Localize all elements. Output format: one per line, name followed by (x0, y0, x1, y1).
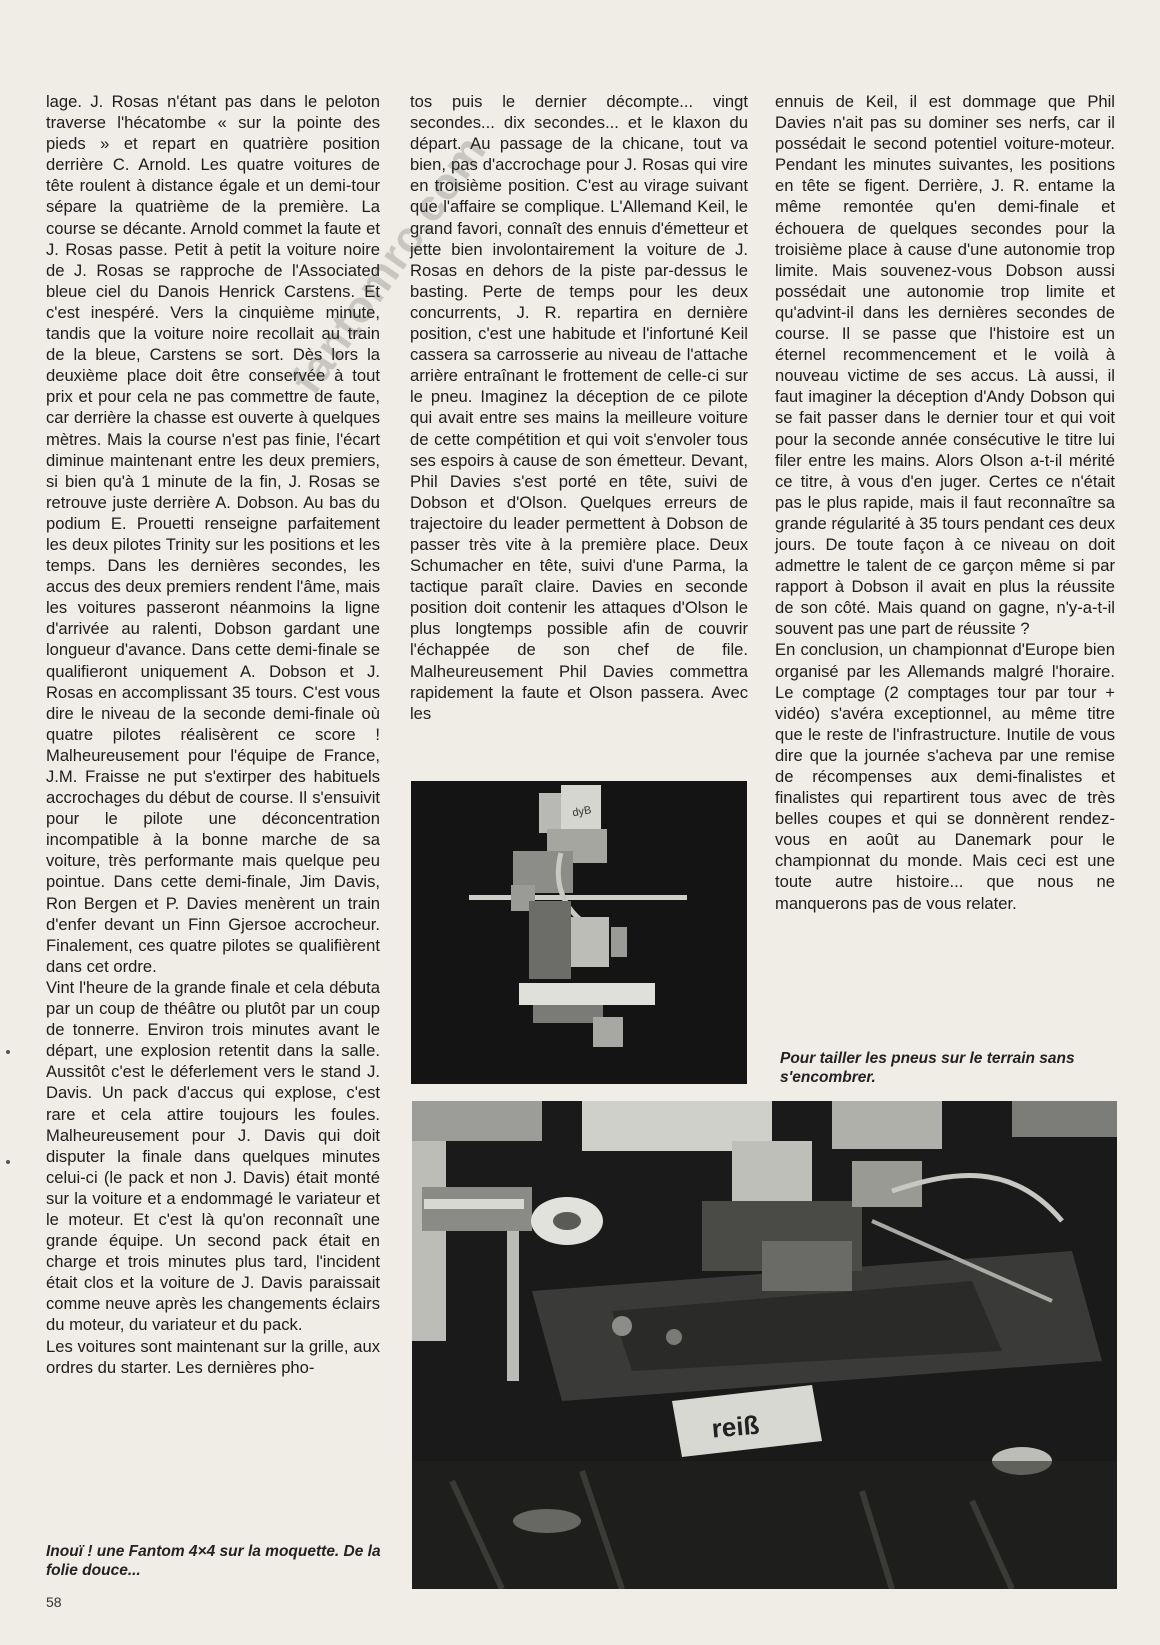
servo-label: dyB (571, 804, 593, 820)
paragraph: Les voitures sont maintenant sur la grille, aux ordres du starter. Les dernières pho- (46, 1336, 380, 1377)
paragraph: Vint l'heure de la grande finale et cela débuta par un coup de théâtre ou plutôt par un coup de tonnerre. Environ trois minutes avant le départ, une explosion retentit dans la salle. Aussitôt c'est le déferlement vers le stand J. Davis. Un pack d'accus qui explose, c'est rare et cela attire toujours les foules. Malheureusement pour J. Davis qui doit disputer la finale dans quelques minutes celui-ci (le pack et non J. Davis) était monté sur la voiture et a endommagé le variateur et le moteur. Et c'est là qu'on reconnaît une grande équipe. Un second pack était en charge et trois minutes plus tard, l'incident était clos et la voiture de J. Davis paraissait comme neuve après les changements éclairs du moteur, du variateur et du pack. (46, 977, 380, 1335)
text-column-3 (775, 91, 1115, 914)
fantom-car-illustration (412, 1101, 1117, 1589)
watermark: fantomrc.com (282, 126, 497, 403)
print-speck (6, 1050, 10, 1054)
page-number: 58 (46, 1594, 62, 1610)
paragraph: tos puis le dernier décompte... vingt secondes... dix secondes... et le klaxon du départ. Au passage de la chicane, tout va bien, pas d'accrochage pour J. Rosas qui vire en troisième position. C'est au virage suivant que l'affaire se complique. L'Allemand Keil, le grand favori, connaît des ennuis d'émetteur et jette bien involontairement la voiture de J. Rosas en dehors de la piste par-dessus le basting. Perte de temps pour les deux concurrents, J. R. repartira en dernière position, c'est une habitude et l'infortuné Keil cassera sa carrosserie au niveau de l'attache arrière entraînant le frottement de celle-ci sur le pneu. Imaginez la déception de ce pilote qui avait entre ses mains la meilleure voiture de cette compétition et qui voit s'envoler tous ses espoirs à cause de son émetteur. Devant, Phil Davies s'est porté en tête, suivi de Dobson et d'Olson. Quelques erreurs de trajectoire du leader permettent à Dobson de passer très vite à la première place. Deux Schumacher en tête, suivi d'une Parma, la tactique paraît claire. Davies en seconde position doit contenir les attaques d'Olson le plus longtemps possible afin de couvrir l'échappée de son chef de file. Malheureusement Phil Davies commettra rapidement la faute et Olson passera. Avec les (410, 92, 748, 723)
text-column-1 (46, 91, 380, 1378)
paragraph: ennuis de Keil, il est dommage que Phil Davies n'ait pas su dominer ses nerfs, car il possédait le second potentiel voiture-moteur. Pendant les minutes suivantes, les positions en tête se figent. Derrière, J. R. entame la même remontée qu'en demi-finale et échouera de quelques secondes pour la troisième place à cause d'une autonomie trop limite. Mais souvenez-vous Dobson aussi possédait une autonomie trop limite et qu'advint-il dans les dernières secondes de course. Il se passe que l'histoire est un éternel recommencement et le voilà à nouveau victime de ses accus. Là aussi, il faut imaginer la déception d'Andy Dobson qui se fait passer dans le dernier tour et qui voit pour la seconde année consécutive le titre lui filer entre les mains. Alors Olson a-t-il mérité ce titre, à vous d'en juger. Certes ce n'était pas le plus rapide, mais il faut reconnaître sa grande régularité à 35 tours pendant ces deux jours. De toute façon à ce niveau on doit admettre le talent de ce garçon même si par rapport à Dobson il avait en plus la réussite de son côté. Mais quand on gagne, n'y-a-t-il souvent pas une part de réussite ? (775, 92, 1115, 639)
tyre-cutter-photo (411, 781, 747, 1084)
print-speck (6, 1160, 10, 1164)
fantom-car-photo (412, 1101, 1117, 1589)
tyre-cutter-illustration (411, 781, 747, 1084)
paragraph: lage. J. Rosas n'étant pas dans le peloton traverse l'hécatombe « sur la pointe des pieds » et repart en quatrière position derrière C. Arnold. Les quatre voitures de tête roulent à distance égale et un demi-tour sépare la quatrième de la première. La course se décante. Arnold commet la faute et J. Rosas passe. Petit à petit la voiture noire de J. Rosas se rapproche de l'Associated bleue ciel du Danois Henrick Carstens. Et c'est inespéré. Vers la cinquième minute, tandis que la voiture noire recollait au train de la bleue, Carstens se sort. Dès lors la deuxième place doit être conservée à tout prix et pour cela ne pas commettre de faute, car derrière la chasse est ouverte à quelques mètres. Mais la course n'est pas finie, l'écart diminue maintenant entre les deux premiers, si bien qu'à 1 minute de la fin, J. Rosas se retrouve juste derrière A. Dobson. Au bas du podium E. Prouetti renseigne parfaitement les deux pilotes Trinity sur les positions et les temps. Dans les dernières secondes, les accus des deux premiers rendent l'âme, mais les voitures passeront néanmoins la ligne d'arrivée au ralenti, Dobson gardant une longueur d'avance. Dans cette demi-finale se qualifieront uniquement A. Dobson et J. Rosas en accomplissant 35 tours. C'est vous dire le niveau de la seconde demi-finale où quatre pilotes réalisèrent ce score ! Malheureusement pour l'équipe de France, J.M. Fraisse ne put s'extirper des habituels accrochages du début de course. Il s'ensuivit pour le pilote une déconcentration incompatible à la bonne marche de sa voiture, très performante mais quelque peu pointue. Dans cette demi-finale, Jim Davis, Ron Bergen et P. Davies menèrent un train d'enfer devant un Finn Gjersoe accrocheur. Finalement, ces quatre pilotes se qualifièrent dans cet ordre. (46, 92, 380, 976)
paragraph: En conclusion, un championnat d'Europe bien organisé par les Allemands malgré l'horaire. Le comptage (2 comptages tour par tour + vidéo) s'avéra exceptionnel, au même titre que le reste de l'infrastructure. Inutile de vous dire que la journée s'acheva par une remise de récompenses aux demi-finalistes et finalistes qui repartirent tous avec de très belles coupes et qui se donnèrent rendez-vous en août au Danemark pour le championnat du monde. Mais ceci est une toute autre histoire... que nous ne manquerons pas de vous relater. (775, 640, 1115, 913)
reiss-sticker: reiß (710, 1409, 761, 1444)
fantom-caption: Inouï ! une Fantom 4×4 sur la moquette. De la folie douce... (46, 1543, 381, 1579)
tyre-cutter-caption: Pour tailler les pneus sur le terrain sans s'encombrer. (780, 1050, 1075, 1086)
